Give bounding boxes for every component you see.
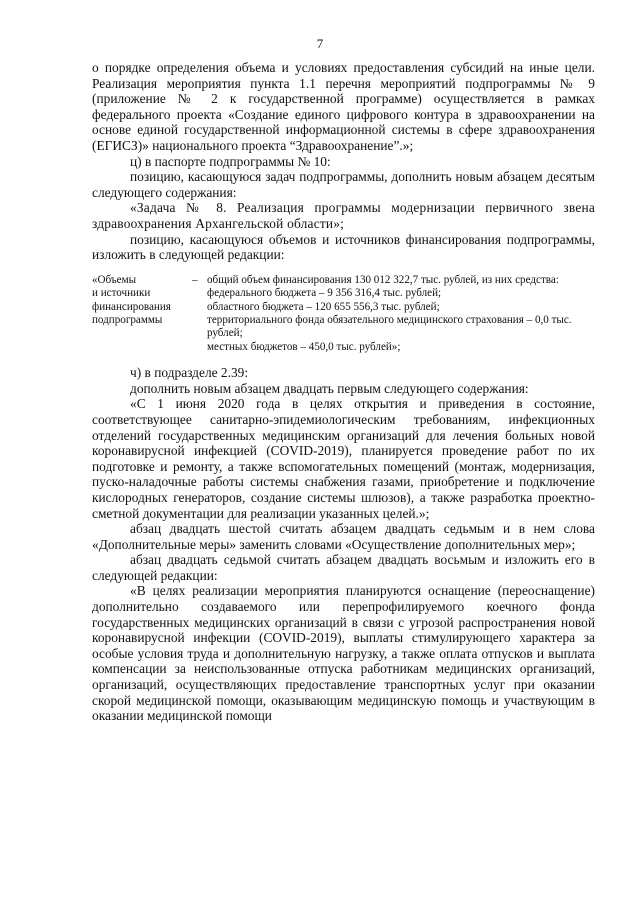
paragraph-item-ts: ц) в паспорте подпрограммы № 10: (130, 153, 331, 169)
document-body (92, 60, 595, 724)
paragraph-covid-infectious-departments: «С 1 июня 2020 года в целях открытия и приведения в состояние, соответствующее санитарно-эпидемиологическим требованиям, инфекционных отделений государственных медицинским организаций для лечения больных новой коронавирусной инфекцией (COVID-2019), планируется проведение работ по их подготовке и ремонту, а также вспомогательных помещений (монтаж, модернизация, пуско-наладочные работы системы снабжения газами, приобретение и подключение кислородных генераторов, создание системы шлюзов), а также разработка проектно-сметной документации для реализации указанных целей.»; (92, 396, 595, 521)
finance-table-dash: – (192, 273, 198, 286)
paragraph-task-8: «Задача № 8. Реализация программы модернизации первичного звена здравоохранения Архангельской области»; (92, 200, 595, 231)
paragraph-item-ch: ч) в подразделе 2.39: (130, 365, 249, 381)
finance-regional-line: областного бюджета – 120 655 556,3 тыс. рублей; (207, 300, 440, 313)
finance-table-label: «Объемы и источники финансирования подпрограммы (92, 273, 171, 326)
finance-federal-line: федерального бюджета – 9 356 316,4 тыс. рублей; (207, 287, 442, 300)
finance-local-line: местных бюджетов – 450,0 тыс. рублей»; (207, 340, 401, 353)
paragraph-covid-equipment: «В целях реализации мероприятия планируются оснащение (переоснащение) дополнительно создаваемого или перепрофилируемого коечного фонда государственных медицинских организаций в связи с угрозой распространения новой коронавирусной инфекции (COVID-2019), выплаты стимулирующего характера за особые условия труда и дополнительную нагрузку, а также оплата отпусков и выплата компенсации за неиспользованные отпуска работникам медицинских организаций, организаций, осуществляющих предоставление транспортных услуг при оказании скорой медицинской помощи, оказывающим медицинскую помощь и участвующим в оказании медицинской помощи (92, 583, 595, 724)
finance-total-line: общий объем финансирования 130 012 322,7 тыс. рублей, из них средства: (207, 273, 559, 286)
paragraph-tasks-position: позицию, касающуюся задач подпрограммы, дополнить новым абзацем десятым следующего содержания: (92, 169, 595, 200)
finance-table-values (207, 274, 595, 354)
paragraph-finance-position: позицию, касающуюся объемов и источников финансирования подпрограммы, изложить в следующей редакции: (92, 231, 595, 263)
paragraph-add-21st: дополнить новым абзацем двадцать первым следующего содержания: (130, 380, 529, 396)
paragraph-abzac-27: абзац двадцать седьмой считать абзацем двадцать восьмым и изложить его в следующей редакции: (92, 552, 595, 583)
paragraph-abzac-26: абзац двадцать шестой считать абзацем двадцать седьмым и в нем слова «Дополнительные меры» заменить словами «Осуществление дополнительных мер»; (92, 521, 595, 552)
paragraph-subsidy-continuation: о порядке определения объема и условиях предоставления субсидий на иные цели. Реализация мероприятия пункта 1.1 перечня мероприятий подпрограммы № 9 (приложение № 2 к государственной программе) осуществляется в рамках федерального проекта «Создание единого цифрового контура в здравоохранении на основе единой государственной информационной системы в сфере здравоохранения (ЕГИСЗ)» национального проекта “Здравоохранение”.»; (92, 60, 595, 153)
finance-insurance-fund-line: территориального фонда обязательного медицинского страхования – 0,0 тыс. рублей; (207, 313, 572, 340)
finance-table (92, 274, 595, 354)
page-number: 7 (316, 36, 324, 51)
